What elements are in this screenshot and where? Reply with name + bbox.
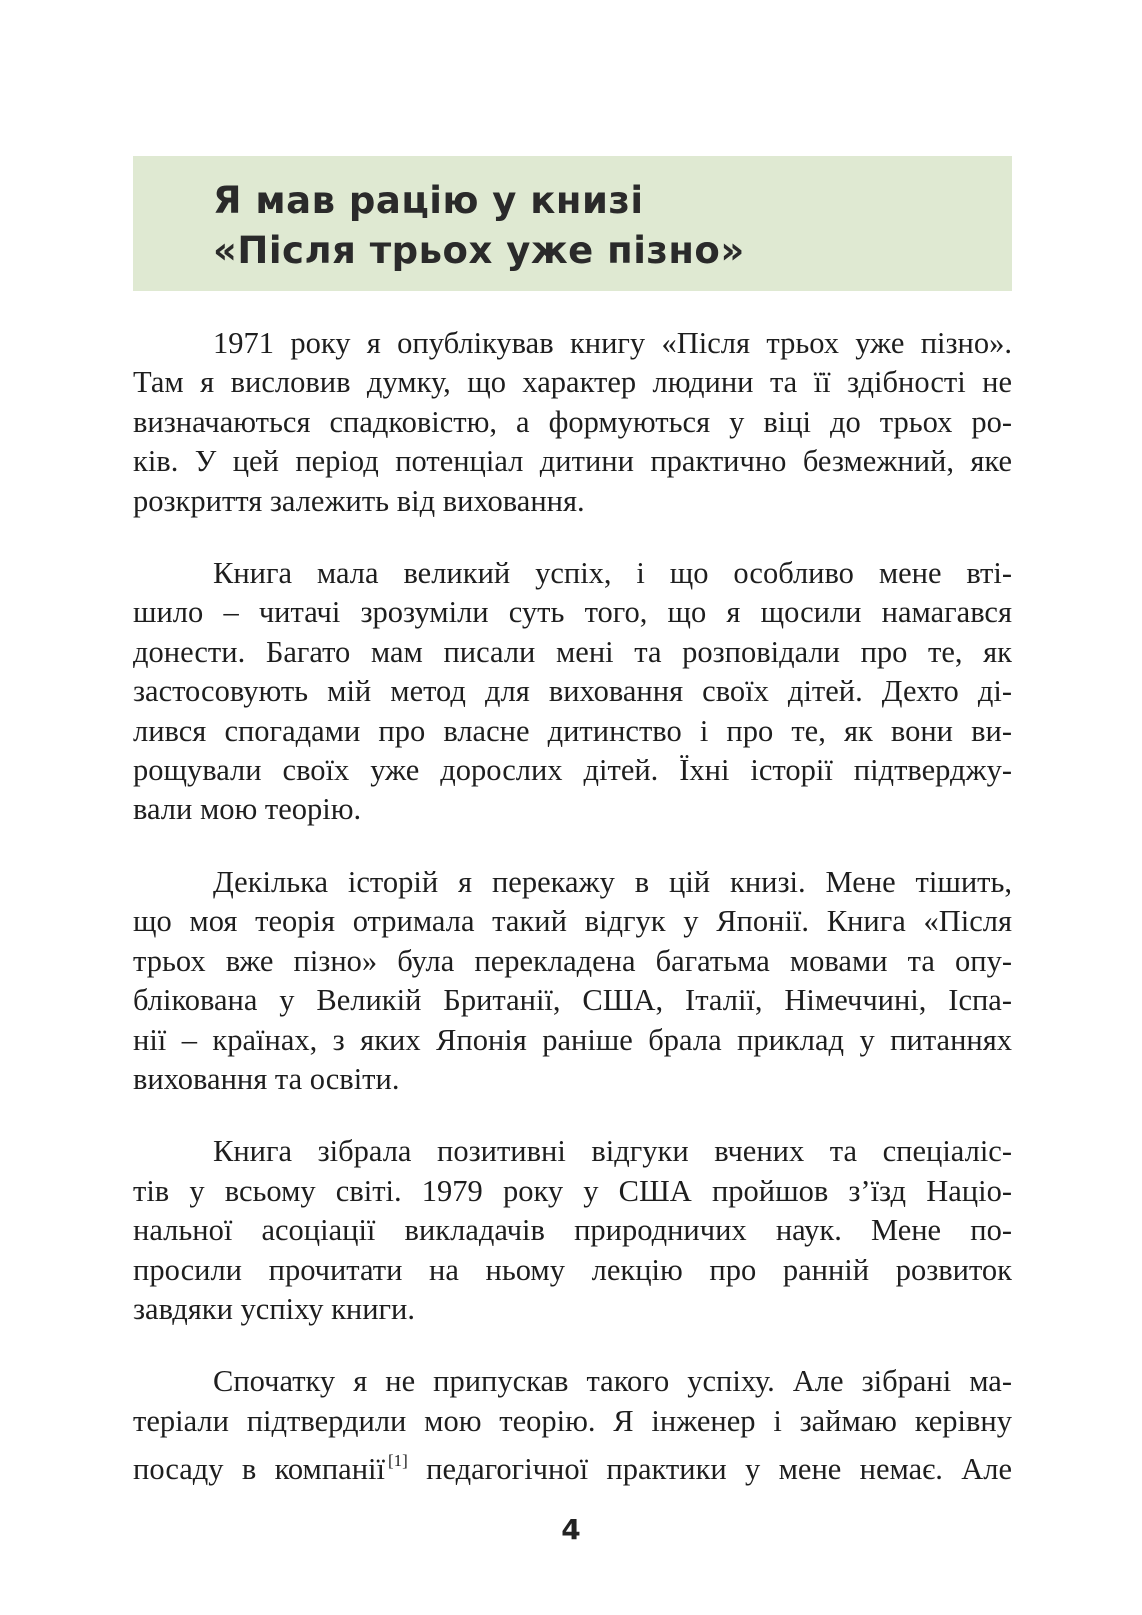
body-text xyxy=(133,324,1012,1523)
text-line: розкриття залежить від виховання. xyxy=(133,483,585,518)
chapter-heading-line: «Після трьох уже пізно» xyxy=(213,229,745,272)
text-line: просили прочитати на ньому лекцію про ранній розвиток xyxy=(133,1252,1012,1287)
text-fragment: посаду в компанії xyxy=(133,1452,385,1487)
text-line: донести. Багато мам писали мені та розповідали про те, як xyxy=(133,634,1012,669)
text-line: рощували своїх уже дорослих дітей. Їхні історії підтверджу- xyxy=(133,753,1012,788)
text-line: тів у всьому світі. 1979 року у США пройшов з’їзд Націо- xyxy=(133,1173,1012,1208)
paragraph xyxy=(133,1132,1012,1329)
text-line: нальної асоціації викладачів природничих наук. Мене по- xyxy=(133,1213,1012,1248)
text-line: застосовують мій метод для виховання своїх дітей. Дехто ді- xyxy=(133,674,1012,709)
text-line: 1971 року я опублікував книгу «Після трьох уже пізно». xyxy=(213,326,1012,360)
text-line: блікована у Великій Британії, США, Італії, Німеччині, Іспа- xyxy=(133,983,1012,1018)
text-line: шило – читачі зрозуміли суть того, що я щосили намагався xyxy=(133,595,1012,630)
footnote-marker[interactable]: [1] xyxy=(388,1451,408,1471)
text-line: Книга зібрала позитивні відгуки вчених та спеціаліс- xyxy=(213,1134,1012,1169)
text-line: завдяки успіху книги. xyxy=(133,1291,416,1326)
text-line: Там я висловив думку, що характер людини та її здібності не xyxy=(133,365,1012,400)
text-line: Спочатку я не припускав такого успіху. Але зібрані ма- xyxy=(213,1364,1012,1399)
text-line-with-footnote xyxy=(133,1441,1012,1489)
text-line: визначаються спадковістю, а формуються у віці до трьох ро- xyxy=(133,404,1012,439)
text-line: теріали підтвердили мою теорію. Я інженер і займаю керівну xyxy=(133,1403,1012,1438)
text-line: Декілька історій я перекажу в цій книзі. Мене тішить, xyxy=(213,864,1012,899)
chapter-heading-band xyxy=(133,156,1012,291)
chapter-heading-line: Я мав рацію у книзі xyxy=(213,179,644,222)
text-line: лився спогадами про власне дитинство і про те, як вони ви- xyxy=(133,713,1012,748)
text-line: що моя теорія отримала такий відгук у Японії. Книга «Після xyxy=(133,904,1012,939)
text-fragment: педагогічної практики у мене немає. Але xyxy=(426,1452,1012,1487)
text-line: виховання та освіти. xyxy=(133,1061,400,1096)
text-line: вали мою теорію. xyxy=(133,792,362,827)
paragraph xyxy=(133,863,1012,1099)
text-line: трьох вже пізно» була перекладена багатьма мовами та опу- xyxy=(133,943,1012,978)
paragraph xyxy=(133,324,1012,521)
text-line: нії – країнах, з яких Японія раніше брала приклад у питаннях xyxy=(133,1022,1012,1057)
page-number: 4 xyxy=(561,1513,581,1546)
text-line: ків. У цей період потенціал дитини практично безмежний, яке xyxy=(133,444,1012,479)
text-line: Книга мала великий успіх, і що особливо мене вті- xyxy=(213,556,1012,591)
paragraph xyxy=(133,554,1012,830)
paragraph xyxy=(133,1362,1012,1489)
chapter-heading xyxy=(213,176,745,276)
